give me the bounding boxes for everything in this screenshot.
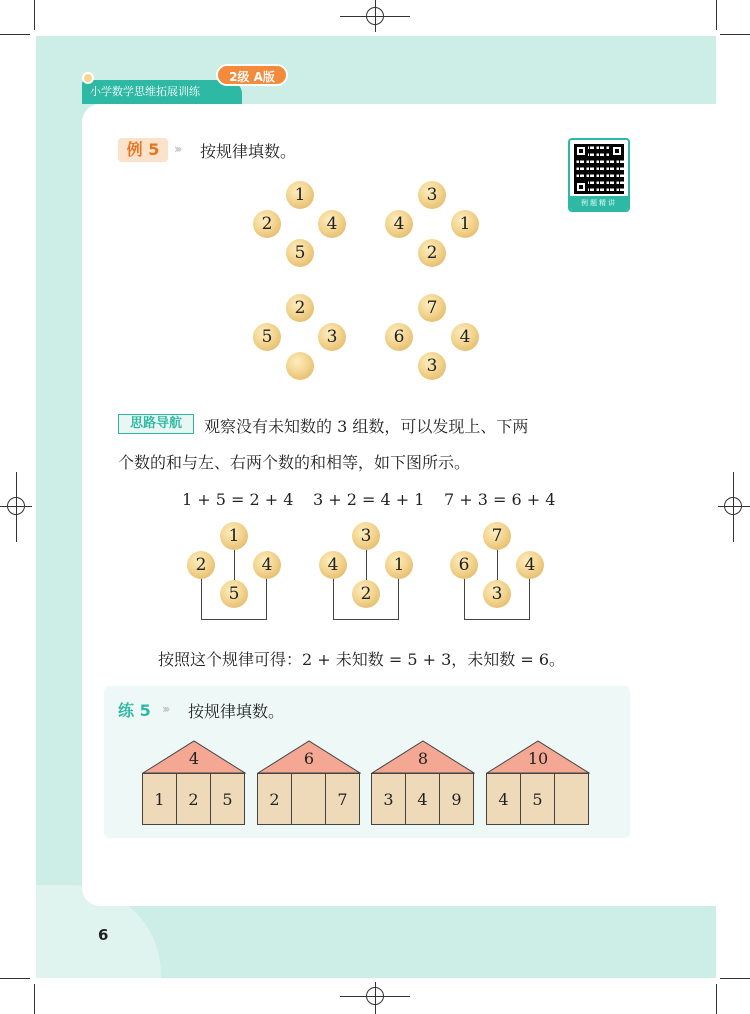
room-2: 4 (405, 773, 440, 825)
bean-top: 3 (352, 522, 380, 550)
room-2: 5 (520, 773, 555, 825)
bean-top: 3 (418, 181, 446, 209)
bean-right: 4 (451, 323, 479, 351)
practice-label: 练 5 (118, 701, 151, 720)
bean-right: 4 (318, 210, 346, 238)
bean-bottom: 5 (220, 580, 248, 608)
bean-left: 4 (319, 551, 347, 579)
bean-bottom: 3 (483, 580, 511, 608)
roof-number: 10 (527, 749, 549, 768)
room-3-blank[interactable] (554, 773, 589, 825)
chevron-right-icon: ››› (162, 702, 168, 716)
house-4 (486, 740, 590, 826)
chevron-right-icon: ››› (174, 142, 180, 156)
bean-left: 2 (253, 210, 281, 238)
guide-text-line-2: 个数的和与左、右两个数的和相等，如下图所示。 (118, 453, 471, 472)
bean-bottom: 3 (418, 352, 446, 380)
house-3 (371, 740, 475, 826)
grade-badge: 2级 A版 (216, 64, 288, 86)
roof-number: 6 (303, 749, 315, 768)
equation-2: 3 + 2 = 4 + 1 (313, 490, 425, 509)
guide-text-line-1: 观察没有未知数的 3 组数，可以发现上、下两 (204, 417, 529, 436)
practice-instruction: 按规律填数。 (188, 702, 285, 721)
bean-right: 4 (253, 551, 281, 579)
guide-label: 思路导航 (118, 414, 194, 434)
equation-3: 7 + 3 = 6 + 4 (444, 490, 556, 509)
bean-right: 4 (516, 551, 544, 579)
example-instruction: 按规律填数。 (200, 142, 297, 161)
bean-top: 2 (286, 294, 314, 322)
bean-top: 7 (483, 522, 511, 550)
roof-number: 4 (188, 749, 200, 768)
bean-right: 1 (385, 551, 413, 579)
roof-number: 8 (417, 749, 429, 768)
page-number: 6 (98, 926, 109, 944)
equation-1: 1 + 5 = 2 + 4 (182, 490, 294, 509)
bean-right: 1 (451, 210, 479, 238)
qr-code[interactable] (568, 138, 630, 212)
bean-bottom-unknown (286, 352, 314, 380)
bean-left: 6 (385, 323, 413, 351)
bean-right: 3 (318, 323, 346, 351)
conclusion-text: 按照这个规律可得：2 + 未知数 = 5 + 3，未知数 = 6。 (158, 650, 566, 669)
example-label: 例 5 (118, 138, 168, 162)
book-title: 小学数学思维拓展训练 (82, 80, 242, 104)
bean-bottom: 2 (418, 239, 446, 267)
bean-left: 2 (187, 551, 215, 579)
room-2: 2 (176, 773, 211, 825)
room-1: 2 (257, 773, 292, 825)
room-1: 1 (142, 773, 177, 825)
room-3: 9 (439, 773, 474, 825)
room-3: 5 (210, 773, 245, 825)
room-1: 3 (371, 773, 406, 825)
room-1: 4 (486, 773, 521, 825)
room-3: 7 (325, 773, 360, 825)
bean-top: 1 (220, 522, 248, 550)
bean-top: 7 (418, 294, 446, 322)
bean-top: 1 (286, 181, 314, 209)
room-2-blank[interactable] (291, 773, 326, 825)
bean-bottom: 2 (352, 580, 380, 608)
house-2 (257, 740, 361, 826)
bean-left: 4 (385, 210, 413, 238)
bean-left: 5 (253, 323, 281, 351)
qr-label: 例题精讲 (570, 196, 628, 210)
house-1 (142, 740, 246, 826)
bean-left: 6 (450, 551, 478, 579)
bean-bottom: 5 (286, 239, 314, 267)
header-dot-icon (82, 72, 94, 84)
